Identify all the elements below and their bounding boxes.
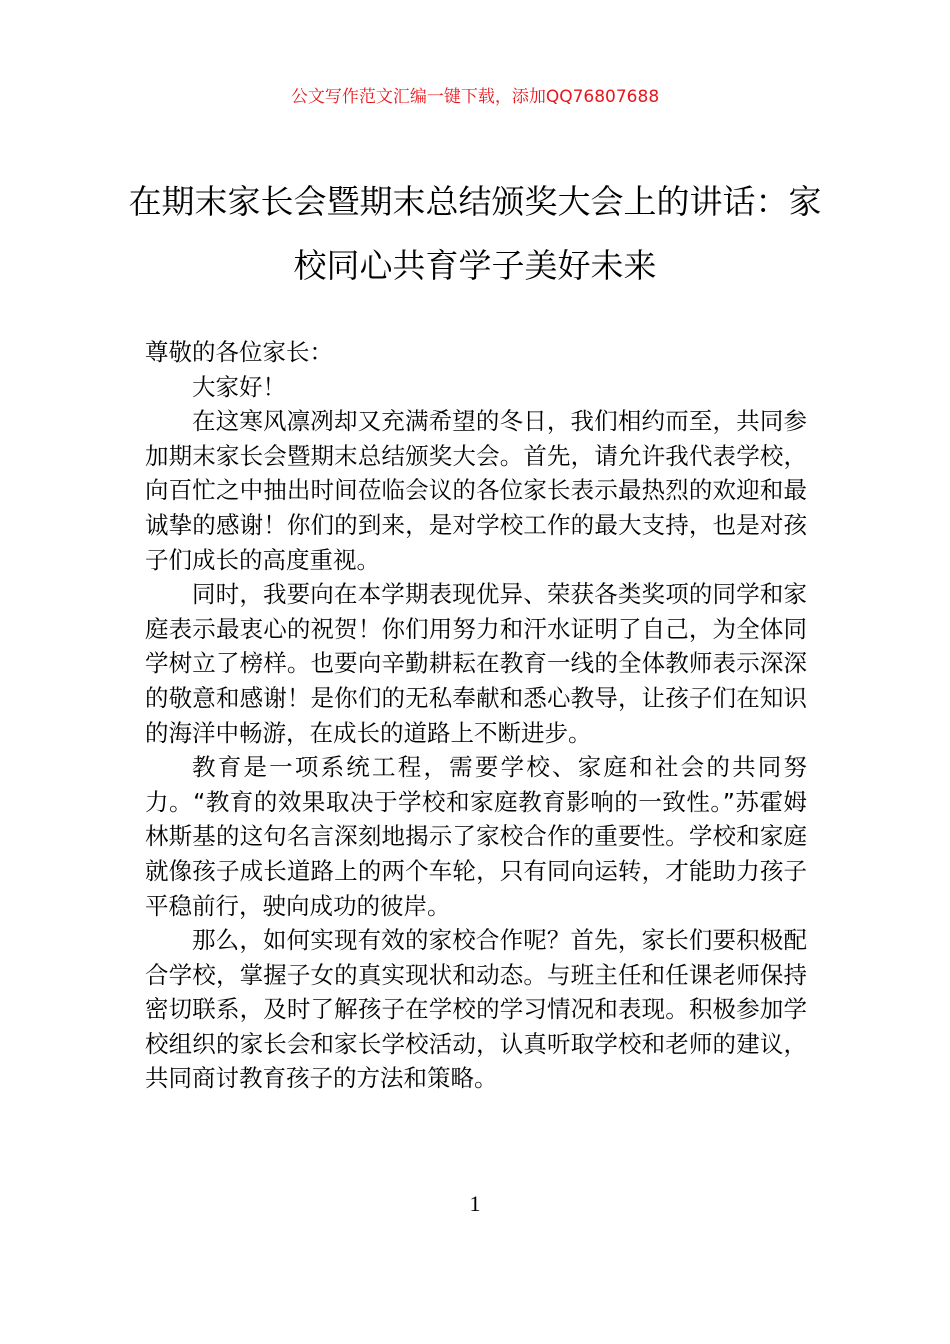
document-title: 在期末家长会暨期末总结颁奖大会上的讲话：家校同心共育学子美好未来: [128, 182, 822, 285]
paragraph: 大家好！: [192, 372, 286, 401]
document-body: [145, 335, 807, 1096]
header-promo-note: 公文写作范文汇编一键下载，添加QQ76807688: [290, 87, 660, 107]
paragraph: 同时，我要向在本学期表现优异、荣获各类奖项的同学和家庭表示最衷心的祝贺！你们用努力和汗水证明了自己，为全体同学树立了榜样。也要向辛勤耕耘在教育一线的全体教师表示深深的敬意和感谢！是你们的无私奉献和悉心教导，让孩子们在知识的海洋中畅游，在成长的道路上不断进步。: [145, 580, 807, 747]
paragraph: 教育是一项系统工程，需要学校、家庭和社会的共同努力。“教育的效果取决于学校和家庭教育影响的一致性。”苏霍姆林斯基的这句名言深刻地揭示了家校合作的重要性。学校和家庭就像孩子成长道路上的两个车轮，只有同向运转，才能助力孩子平稳前行，驶向成功的彼岸。: [145, 753, 807, 920]
salutation: 尊敬的各位家长：: [145, 338, 333, 366]
paragraph: 在这寒风凛冽却又充满希望的冬日，我们相约而至，共同参加期末家长会暨期末总结颁奖大会。首先，请允许我代表学校，向百忙之中抽出时间莅临会议的各位家长表示最热烈的欢迎和最诚挚的感谢！你们的到来，是对学校工作的最大支持，也是对孩子们成长的高度重视。: [145, 407, 807, 574]
page-number: 1: [469, 1191, 481, 1216]
paragraph: 那么，如何实现有效的家校合作呢？首先，家长们要积极配合学校，掌握子女的真实现状和动态。与班主任和任课老师保持密切联系，及时了解孩子在学校的学习情况和表现。积极参加学校组织的家长会和家长学校活动，认真听取学校和老师的建议，共同商讨教育孩子的方法和策略。: [145, 926, 807, 1093]
